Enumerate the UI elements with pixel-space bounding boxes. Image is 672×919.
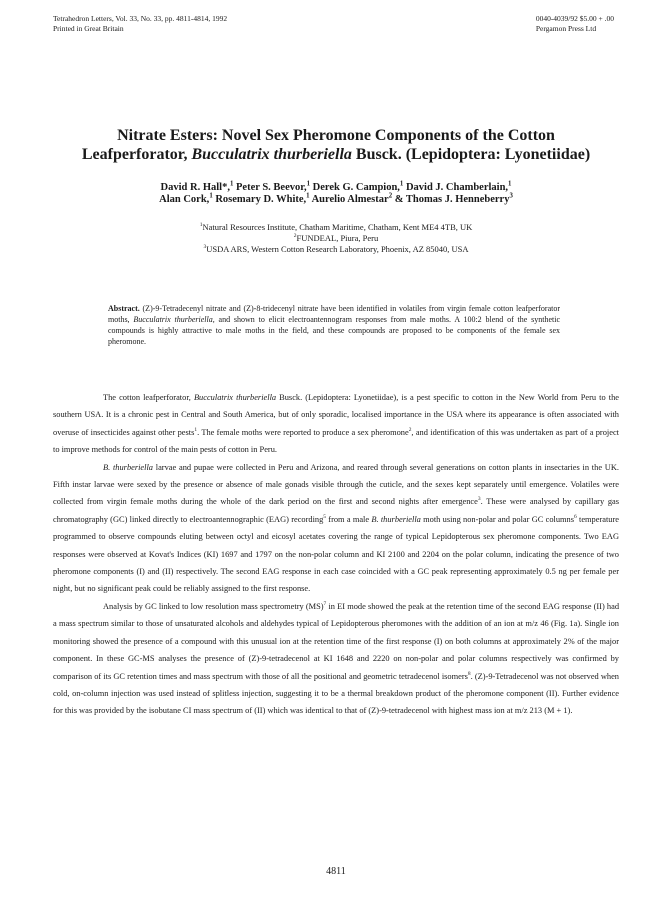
affiliation-number: 1 — [199, 222, 203, 229]
author-name: Alan Cork, — [159, 194, 210, 205]
author-line-2 — [40, 194, 632, 206]
author-name: & Thomas J. Henneberry — [392, 194, 510, 205]
affiliation-text: FUNDEAL, Piura, Peru — [296, 233, 379, 243]
reference-mark: 3 — [477, 496, 481, 503]
reference-mark: 7 — [323, 601, 327, 608]
species-name: Bucculatrix thurberiella — [193, 393, 277, 402]
title-text: Leafperforator, — [81, 146, 192, 163]
reference-mark: 5 — [323, 514, 327, 521]
affiliation-mark: 1 — [399, 180, 404, 188]
paragraph-1 — [53, 389, 619, 459]
abstract-species: Bucculatrix thurberiella — [133, 315, 213, 324]
page-number: 4811 — [326, 866, 346, 877]
affiliations — [40, 222, 632, 255]
author-name: Derek G. Campion, — [309, 182, 400, 193]
author-name: Rosemary D. White, — [212, 194, 307, 205]
text-run: The cotton leafperforator, — [103, 393, 194, 402]
text-run: in EI mode showed the peak at the retention time of the second EAG response (II) had a mass spectrum similar to those of unsaturated alcohols and aldehydes typical of Lepidopterous pheromones with the addition of an ion at m/z 46 (Fig. 1a). Single ion monitoring showed the presence of a compound with this unusual ion at the retention time of the first response (I) on both columns at approximately 2% of the major component. In these GC-MS analyses the presence of (Z)-9-tetradecenol at KI 1648 and 2220 on non-polar and polar columns respectively was confirmed by comparison of its GC retention times and mass spectrum with those of all the positional and geometric tetradecenol isomers — [53, 601, 620, 681]
affiliation-mark: 1 — [508, 180, 512, 188]
affiliation-mark: 2 — [388, 192, 393, 200]
reference-mark: 1 — [194, 427, 198, 434]
author-name: David R. Hall*, — [160, 182, 230, 193]
text-run: , and identification of this was undertaken as part of a project to improve methods for control of the main pests of cotton in Peru. — [53, 427, 619, 455]
species-name: B. thurberiella — [103, 462, 153, 472]
title-line-2 — [40, 145, 632, 164]
title-species: Bucculatrix thurberiella — [191, 146, 352, 163]
body-text — [53, 389, 619, 720]
text-run: . These were analysed by capillary gas chromatography (GC) linked directly to electroantennographic (EAG) recording — [53, 497, 619, 524]
author-list — [40, 182, 632, 206]
text-run: Busck. (Lepidoptera: Lyonetiidae), is a pest specific to cotton in the New World from Peru to the southern USA. It is a chronic pest in Central and South America, but of only sporadic, localised importance in the USA where its appearance is often associated with overuse of insecticides against other pests — [53, 393, 619, 437]
affiliation-3 — [40, 244, 632, 255]
author-line-1 — [40, 182, 632, 194]
affiliation-number: 3 — [203, 244, 207, 251]
affiliation-number: 2 — [293, 233, 297, 240]
journal-header — [53, 14, 227, 34]
author-name: Aurelio Almestar — [309, 194, 389, 205]
title-line-1: Nitrate Esters: Novel Sex Pheromone Components of the Cotton — [117, 127, 555, 144]
reference-mark: 6 — [574, 514, 577, 521]
publisher-header — [536, 14, 614, 34]
title-text: Busck. (Lepidoptera: Lyonetiidae) — [351, 146, 591, 163]
abstract-text: , and shown to elicit electroantennogram responses from male moths. A 100:2 blend of the synthetic compounds is highly attractive to male moths in the field, and these compounds are proposed to be components of the female sex pheromone. — [108, 315, 561, 346]
paragraph-3 — [53, 598, 619, 720]
issn-price: 0040-4039/92 $5.00 + .00 — [535, 14, 614, 23]
species-name: B. thurberiella — [371, 514, 421, 524]
abstract-text: (Z)-9-Tetradecenyl nitrate and (Z)-8-tridecenyl nitrate have been identified in volatiles from virgin female cotton leafperforator moths, — [108, 304, 560, 324]
abstract — [108, 303, 560, 347]
printed-in: Printed in Great Britain — [53, 24, 124, 33]
text-run: . (Z)-9-Tetradecenol was not observed when cold, on-column injection was used instead of splitless injection, suggesting it to be a thermal breakdown product of the pheromone component (II). Further evidence for this was provided by the isobutane CI mass spectrum of (II) which was identical to that of (Z)-9-tetradecenol with highest mass ion at m/z 213 (M + 1). — [53, 671, 619, 716]
affiliation-1 — [40, 222, 632, 233]
affiliation-text: USDA ARS, Western Cotton Research Laboratory, Phoenix, AZ 85040, USA — [206, 244, 469, 254]
affiliation-text: Natural Resources Institute, Chatham Maritime, Chatham, Kent ME4 4TB, UK — [202, 222, 473, 232]
publisher-name: Pergamon Press Ltd — [535, 24, 597, 33]
affiliation-mark: 1 — [306, 192, 310, 200]
text-run: . The female moths were reported to produce a sex pheromone — [197, 427, 409, 437]
text-run: from a male — [326, 514, 372, 524]
author-name: David J. Chamberlain, — [403, 182, 509, 193]
abstract-label: Abstract. — [108, 304, 140, 313]
text-run: temperature programmed to observe compounds eluting between octyl and eicosyl acetates covering the range of typical Lepidopterous sex pheromone components. Two EAG responses were observed at Kovat's Indices (KI) 1697 and 1797 on the non-polar column and KI 2100 and 2204 on the polar column, indicating the presence of two pheromone components (I) and (II) respectively. The second EAG response in each case coincided with a GC peak representing approximately 0.5 ng per female per night, but no significant peak could be reliably assigned to the first response. — [53, 514, 619, 594]
text-run: Analysis by GC linked to low resolution mass spectrometry (MS) — [103, 601, 324, 611]
journal-citation: Tetrahedron Letters, Vol. 33, No. 33, pp. 4811-4814, 1992 — [53, 14, 228, 23]
affiliation-mark: 3 — [509, 192, 513, 200]
author-name: Peter S. Beevor, — [233, 182, 307, 193]
text-run: moth using non-polar and polar GC columns — [420, 514, 574, 524]
affiliation-mark: 1 — [306, 180, 310, 188]
paragraph-2 — [53, 459, 619, 598]
text-run: larvae and pupae were collected in Peru and Arizona, and reared through several generations on cotton plants in insectaries in the UK. Fifth instar larvae were sexed by the presence or absence of male gonads visible through the cuticle, and the sexes kept separately until emergence. Volatiles were collected from virgin female moths during the whole of the dark period on the first and second nights after emergence — [53, 462, 619, 507]
affiliation-mark: 1 — [209, 192, 213, 200]
paper-title — [40, 126, 632, 164]
affiliation-2 — [40, 233, 632, 244]
affiliation-mark: 1 — [229, 180, 234, 188]
reference-mark: 8 — [467, 670, 471, 677]
reference-mark: 2 — [408, 427, 412, 434]
